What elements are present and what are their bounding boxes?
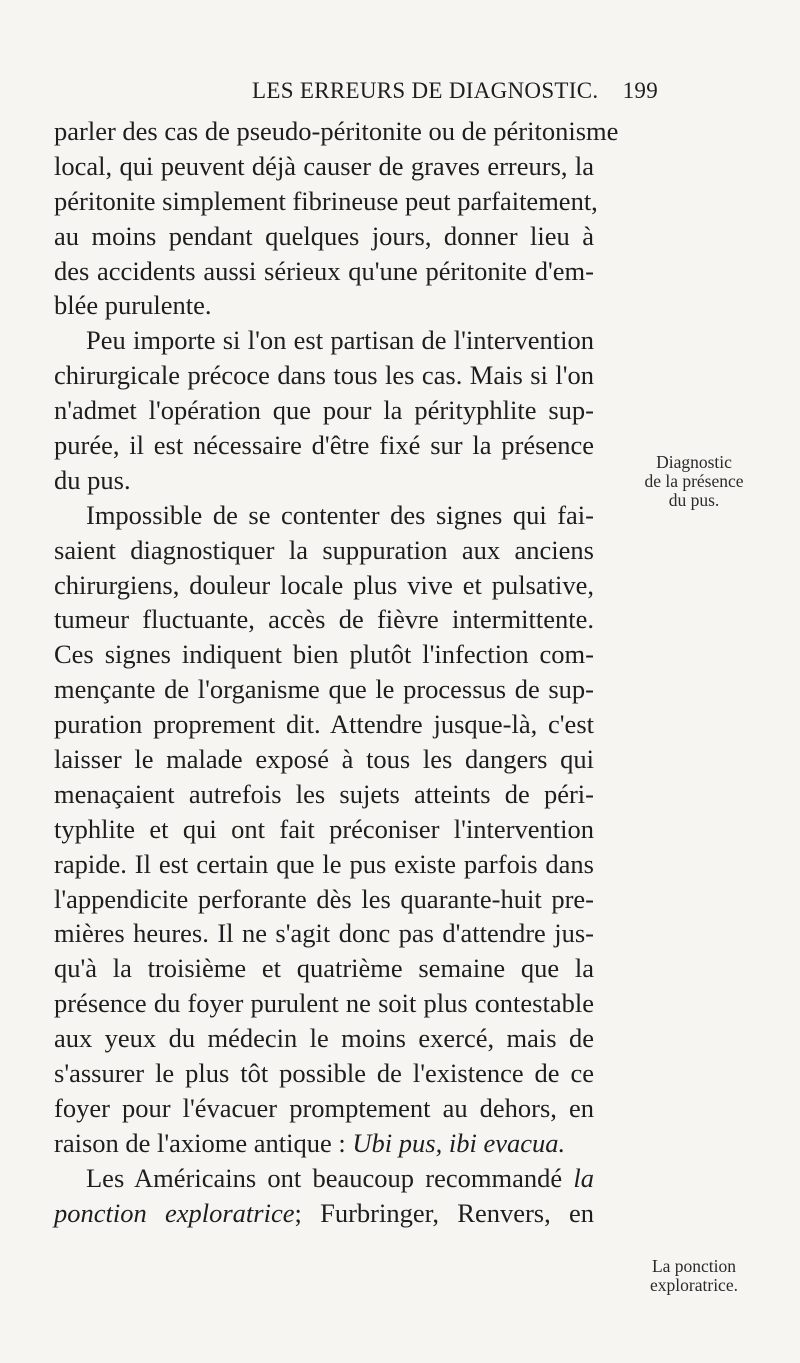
- side-note-diagnostic: [594, 453, 794, 510]
- italic-term: ponction exploratrice: [54, 1197, 295, 1228]
- text-line: [54, 1196, 594, 1231]
- text-line: local, qui peuvent déjà causer de graves erreurs, la: [54, 150, 594, 181]
- text-line: Impossible de se contenter des signes qui fai-: [86, 499, 594, 530]
- text-line: saient diagnostiquer la suppuration aux anciens: [54, 534, 594, 565]
- text-line: péritonite simplement fibrineuse peut parfaitement,: [54, 185, 598, 216]
- text-line: n'admet l'opération que pour la pérityphlite sup-: [54, 395, 594, 426]
- page-number: 199: [622, 78, 658, 103]
- text-line: Ces signes indiquent bien plutôt l'infection com-: [54, 639, 594, 670]
- text-line: du pus.: [54, 464, 131, 495]
- side-note-line: exploratrice.: [650, 1275, 738, 1295]
- text-line: menaçaient autrefois les sujets atteints de péri-: [54, 778, 594, 809]
- running-head: LES ERREURS DE DIAGNOSTIC.: [252, 78, 599, 103]
- text-line: s'assurer le plus tôt possible de l'existence de ce: [54, 1058, 594, 1089]
- italic-text: la: [573, 1162, 594, 1193]
- page-header: [252, 78, 658, 108]
- text-line: l'appendicite perforante dès les quarante-huit pre-: [54, 883, 594, 914]
- body-text: [54, 114, 619, 1231]
- text-segment: raison de l'axiome antique :: [54, 1127, 353, 1158]
- text-line: des accidents aussi sérieux qu'une péritonite d'em-: [54, 255, 594, 286]
- text-line: Peu importe si l'on est partisan de l'intervention: [86, 325, 594, 356]
- side-note-ponction: [594, 1257, 794, 1295]
- text-line: parler des cas de pseudo-péritonite ou de péritonisme: [54, 116, 619, 146]
- text-line: blée purulente.: [54, 290, 212, 321]
- side-note-line: Diagnostic: [656, 452, 732, 472]
- text-line: rapide. Il est certain que le pus existe parfois dans: [54, 848, 594, 879]
- text-line: laisser le malade exposé à tous les dangers qui: [54, 744, 594, 775]
- text-line: tumeur fluctuante, accès de fièvre intermittente.: [54, 604, 594, 635]
- side-note-line: La ponction: [651, 1256, 737, 1276]
- text-line: qu'à la troisième et quatrième semaine que la: [54, 953, 594, 984]
- text-line: purée, il est nécessaire d'être fixé sur la présence: [54, 430, 594, 461]
- text-segment: ; Furbringer, Renvers, en: [294, 1197, 594, 1228]
- text-line: mençante de l'organisme que le processus de sup-: [54, 674, 594, 705]
- text-line: mières heures. Il ne s'agit donc pas d'attendre jus-: [54, 918, 594, 949]
- side-note-line: de la présence: [644, 471, 744, 491]
- text-line: [54, 1126, 594, 1161]
- text-segment: Les Américains ont beaucoup recommandé: [86, 1162, 574, 1193]
- text-line: [54, 1161, 594, 1196]
- text-line: aux yeux du médecin le moins exercé, mais de: [54, 1023, 594, 1054]
- text-line: au moins pendant quelques jours, donner lieu à: [54, 220, 594, 251]
- text-line: chirurgiens, douleur locale plus vive et pulsative,: [54, 569, 594, 600]
- text-line: puration proprement dit. Attendre jusque-là, c'est: [54, 709, 594, 740]
- text-line: présence du foyer purulent ne soit plus contestable: [54, 988, 594, 1019]
- side-note-line: du pus.: [668, 490, 720, 510]
- latin-axiom: Ubi pus, ibi evacua.: [352, 1127, 566, 1158]
- text-line: typhlite et qui ont fait préconiser l'intervention: [54, 813, 594, 844]
- text-line: foyer pour l'évacuer promptement au dehors, en: [54, 1092, 594, 1123]
- text-line: chirurgicale précoce dans tous les cas. Mais si l'on: [54, 360, 594, 391]
